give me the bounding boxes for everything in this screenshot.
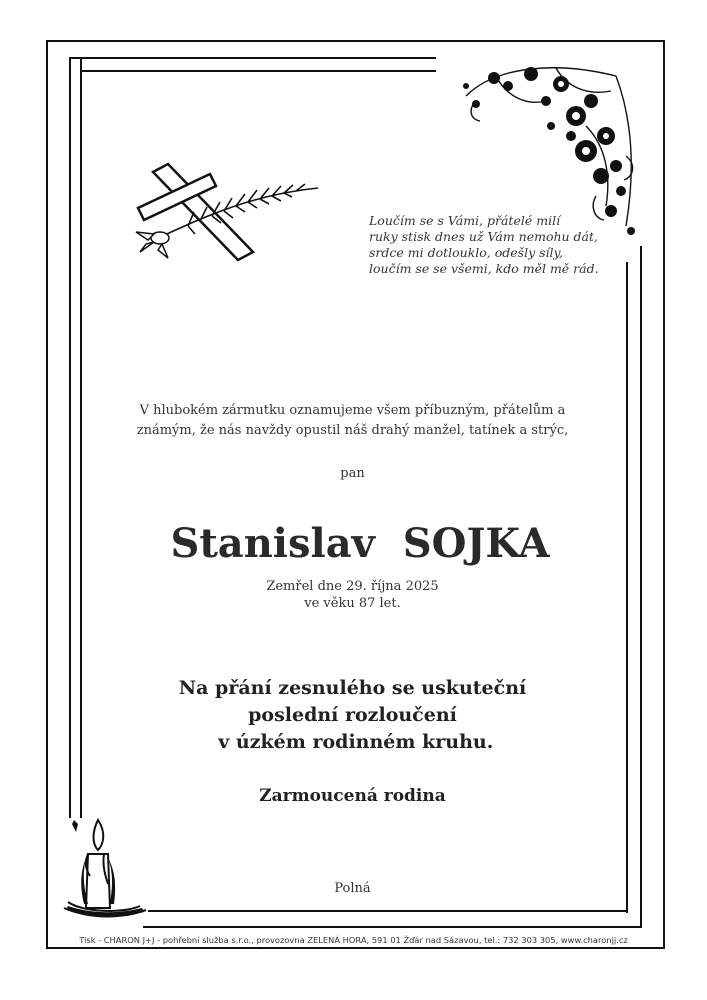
ceremony-line: v úzkém rodinném kruhu. — [211, 731, 494, 753]
border-inner-top-1 — [69, 57, 436, 59]
intro-line: V hlubokém zármutku oznamujeme všem příbuzným, přátelům a — [139, 403, 566, 418]
cross-with-palm-icon — [128, 160, 328, 270]
candle-icon — [62, 818, 148, 918]
border-inner-right-2 — [640, 245, 642, 928]
age-at-death: ve věku 87 let. — [304, 596, 401, 611]
border-inner-left-1 — [69, 57, 71, 820]
border-inner-top-2 — [80, 70, 436, 72]
printer-footer: Tisk - CHARON J+J - pohřební služba s.r.o., provozovna ZELENÁ HORA, 591 01 Žďár nad Sázavou, tel.: 732 303 305, www.charonjj.cz — [79, 935, 628, 945]
border-outer-top — [46, 40, 665, 42]
mourners-signature: Zarmoucená rodina — [259, 786, 446, 806]
border-inner-bottom-1 — [143, 910, 628, 912]
verse-line: srdce mi dotlouklo, odešly síly, — [369, 245, 563, 260]
death-date: Zemřel dne 29. října 2025 — [266, 579, 439, 594]
border-outer-bottom — [46, 947, 665, 949]
intro-line: známým, že nás navždy opustil náš drahý manžel, tatínek a strýc, — [136, 423, 569, 438]
announcement-intro — [80, 401, 625, 441]
ceremony-line: Na přání zesnulého se uskuteční — [178, 677, 527, 699]
verse-line: Loučím se s Vámi, přátelé milí — [369, 213, 561, 228]
verse-line: ruky stisk dnes už Vám nemohu dát, — [369, 229, 598, 244]
death-details — [80, 578, 625, 612]
ceremony-notice — [80, 675, 625, 756]
ceremony-line: poslední rozloučení — [248, 704, 457, 726]
border-inner-right-1 — [626, 262, 628, 913]
verse-line: loučím se se všemi, kdo měl mě rád. — [369, 261, 599, 276]
border-outer-left — [46, 40, 48, 949]
salutation: pan — [340, 466, 365, 481]
place-name: Polná — [334, 881, 371, 896]
deceased-name: Stanislav SOJKA — [170, 520, 550, 567]
farewell-verse — [369, 213, 629, 277]
border-outer-right — [663, 40, 665, 949]
border-inner-bottom-2 — [143, 926, 642, 928]
